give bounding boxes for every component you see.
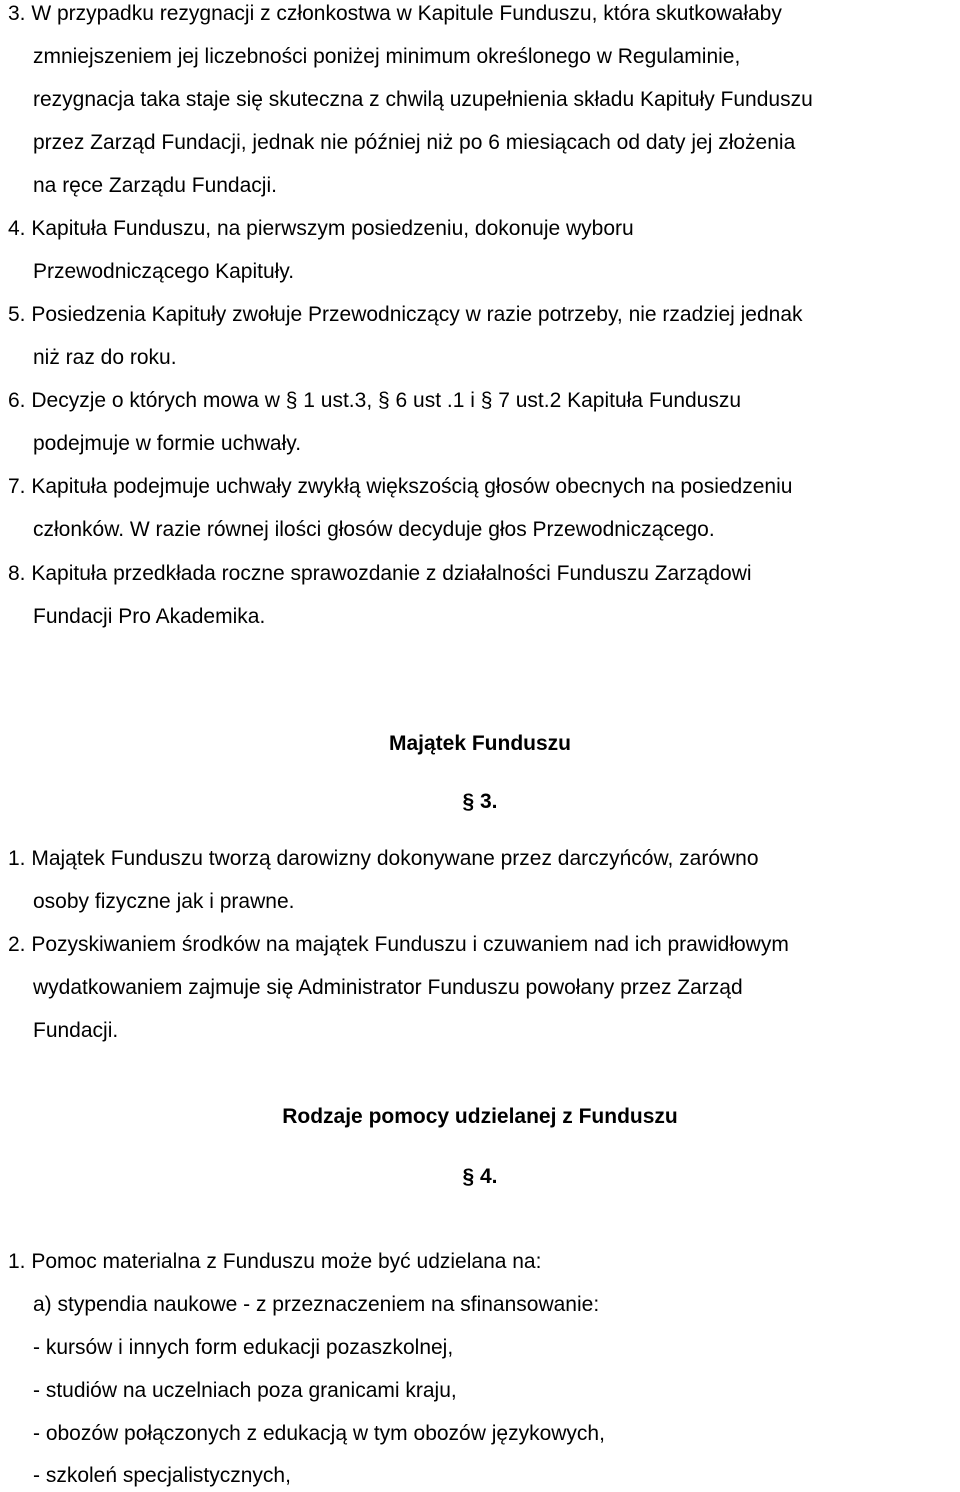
paragraph-line: podejmuje w formie uchwały.	[33, 432, 302, 455]
section-heading: Rodzaje pomocy udzielanej z Funduszu	[282, 1105, 678, 1128]
paragraph-line: Przewodniczącego Kapituły.	[33, 260, 295, 283]
paragraph-line: 8. Kapituła przedkłada roczne sprawozdanie z działalności Funduszu Zarządowi	[8, 562, 752, 585]
paragraph-line: 2. Pozyskiwaniem środków na majątek Funduszu i czuwaniem nad ich prawidłowym	[8, 933, 789, 956]
section-number: § 3.	[462, 790, 498, 813]
paragraph-line: zmniejszeniem jej liczebności poniżej minimum określonego w Regulaminie,	[33, 45, 741, 68]
list-item: a) stypendia naukowe - z przeznaczeniem na sfinansowanie:	[33, 1293, 600, 1316]
paragraph-line: na ręce Zarządu Fundacji.	[33, 174, 277, 197]
list-item: - obozów połączonych z edukacją w tym obozów językowych,	[33, 1422, 605, 1445]
list-item: - kursów i innych form edukacji pozaszkolnej,	[33, 1336, 454, 1359]
paragraph-line: 6. Decyzje o których mowa w § 1 ust.3, § 6 ust .1 i § 7 ust.2 Kapituła Funduszu	[8, 389, 742, 412]
paragraph-line: 1. Majątek Funduszu tworzą darowizny dokonywane przez darczyńców, zarówno	[8, 847, 759, 870]
paragraph-line: Fundacji.	[33, 1019, 119, 1042]
paragraph-line: Fundacji Pro Akademika.	[33, 605, 266, 628]
paragraph-line: 5. Posiedzenia Kapituły zwołuje Przewodniczący w razie potrzeby, nie rzadziej jednak	[8, 303, 803, 326]
list-item: - studiów na uczelniach poza granicami kraju,	[33, 1379, 457, 1402]
paragraph-line: 1. Pomoc materialna z Funduszu może być udzielana na:	[8, 1250, 542, 1273]
section-heading: Majątek Funduszu	[388, 732, 572, 755]
paragraph-line: członków. W razie równej ilości głosów decyduje głos Przewodniczącego.	[33, 518, 715, 541]
section-number: § 4.	[462, 1165, 498, 1188]
paragraph-line: wydatkowaniem zajmuje się Administrator Funduszu powołany przez Zarząd	[33, 976, 743, 999]
paragraph-line: przez Zarząd Fundacji, jednak nie później niż po 6 miesiącach od daty jej złożenia	[33, 131, 796, 154]
paragraph-line: niż raz do roku.	[33, 346, 177, 369]
paragraph-line: osoby fizyczne jak i prawne.	[33, 890, 295, 913]
paragraph-line: 7. Kapituła podejmuje uchwały zwykłą większością głosów obecnych na posiedzeniu	[8, 475, 793, 498]
paragraph-line: 4. Kapituła Funduszu, na pierwszym posiedzeniu, dokonuje wyboru	[8, 217, 634, 240]
paragraph-line: rezygnacja taka staje się skuteczna z chwilą uzupełnienia składu Kapituły Funduszu	[33, 88, 813, 111]
paragraph-line: 3. W przypadku rezygnacji z członkostwa w Kapitule Funduszu, która skutkowałaby	[8, 2, 782, 25]
list-item: - szkoleń specjalistycznych,	[33, 1464, 291, 1487]
